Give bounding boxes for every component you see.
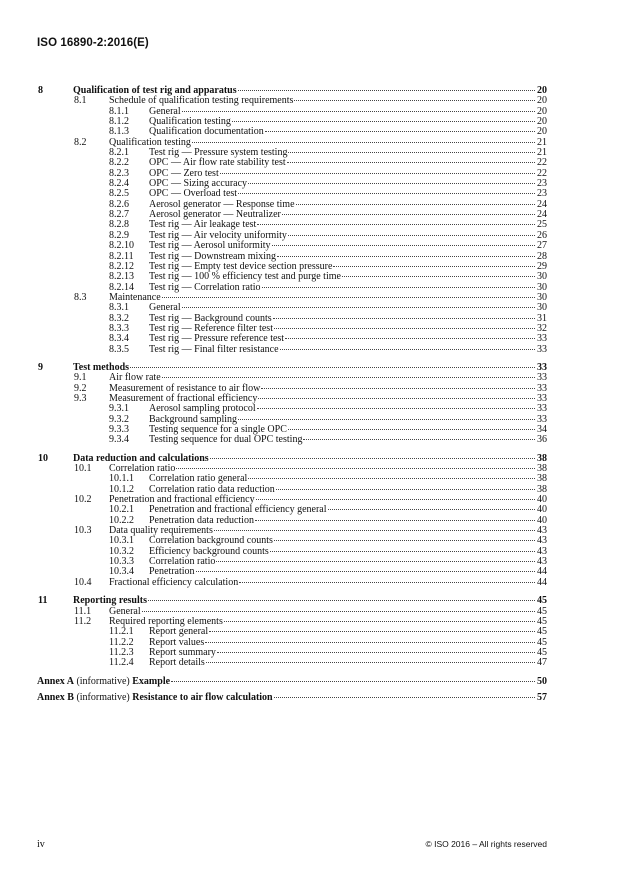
annex-title: Resistance to air flow calculation [132,691,273,703]
toc-clause-entry[interactable] [37,596,547,606]
toc-subsubclause-entry[interactable] [37,345,547,355]
copyright-notice: © ISO 2016 – All rights reserved [425,839,547,849]
toc-annex-title-group [37,693,274,703]
toc-entry-page: 33 [537,333,547,345]
toc-entry-number: 8.1.3 [109,126,129,138]
dot-leader [294,100,535,101]
toc-entry-number: 11.2.1 [109,626,134,638]
toc-entry-number: 8.2.2 [109,157,129,169]
toc-entry-number: 8.3.5 [109,343,129,355]
toc-entry-page: 30 [537,271,547,283]
toc-entry-page: 20 [537,126,547,138]
dot-leader [296,204,535,205]
dot-leader [273,318,535,319]
toc-entry-title-line [149,557,547,567]
toc-entry-number: 8.2.3 [109,167,129,179]
dot-leader [130,367,535,368]
dot-leader [171,681,535,682]
toc-entry-title: Aerosol sampling protocol [149,403,256,415]
toc-entry-number: 8.2.8 [109,219,129,231]
toc-entry-title: Fractional efficiency calculation [109,576,239,588]
toc-entry-title: Required reporting elements [109,615,223,627]
toc-entry-title: Test rig — Reference filter test [149,322,273,334]
toc-entry-page: 38 [537,483,547,495]
toc-entry-page: 26 [537,229,547,241]
toc-entry-page: 33 [537,372,547,384]
toc-entry-page: 28 [537,250,547,262]
dot-leader [274,540,535,541]
dot-leader [206,662,535,663]
toc-entry-title: Measurement of resistance to air flow [109,382,261,394]
toc-entry-page: 23 [537,188,547,200]
toc-entry-page: 20 [537,85,547,96]
toc-entry-page: 33 [537,343,547,355]
toc-entry-number: 8.2.7 [109,209,129,221]
dot-leader [287,162,535,163]
dot-leader [209,631,535,632]
dot-leader [196,571,535,572]
toc-entry-number: 8.3.4 [109,333,129,345]
toc-entry-title: Test methods [73,361,130,373]
toc-entry-number: 9 [38,361,43,373]
toc-entry-number: 8.2.10 [109,240,134,252]
toc-entry-page: 24 [537,209,547,221]
toc-subsubclause-entry[interactable] [37,303,547,313]
toc-entry-title: Report summary [149,646,216,658]
toc-entry-title: Efficiency background counts [149,545,269,557]
toc-entry-page: 45 [537,595,547,607]
toc-entry-page: 22 [537,167,547,179]
toc-entry-title: Test rig — 100 % efficiency test and purge time [149,271,341,283]
toc-entry-title: Data reduction and calculations [73,452,209,464]
toc-subsubclause-entry[interactable] [37,627,547,637]
dot-leader [255,520,535,521]
toc-entry-number: 10.3.4 [109,566,134,578]
dot-leader [238,90,535,91]
toc-entry-title: Reporting results [73,595,147,607]
toc-entry-page: 20 [537,105,547,117]
toc-entry-page: 20 [537,116,547,128]
toc-entry-title: Data quality requirements [109,525,213,537]
toc-entry-title: General [149,105,181,117]
toc-entry-number: 9.3.2 [109,413,129,425]
toc-entry-title: Correlation ratio data reduction [149,483,275,495]
toc-entry-title: Penetration and fractional efficiency general [149,504,327,516]
toc-entry-number: 10.1 [74,463,92,475]
toc-entry-number: 8.2.14 [109,281,134,293]
toc-entry-number: 10.4 [74,576,92,588]
dot-leader [238,193,535,194]
dot-leader [288,152,535,153]
toc-entry-number: 10.2.2 [109,514,134,526]
toc-entry-page: 36 [537,434,547,446]
toc-entry-page: 45 [537,636,547,648]
dot-leader [192,142,535,143]
toc-entry-title-line [149,627,547,637]
toc-entry-title: Test rig — Correlation ratio [149,281,261,293]
toc-entry-number: 8.2.5 [109,188,129,200]
toc-entry-title: Test rig — Pressure reference test [149,333,285,345]
toc-entry-number: 11.2.4 [109,657,134,669]
dot-leader [210,458,535,459]
toc-entry-title: Background sampling [149,413,238,425]
dot-leader [162,297,535,298]
toc-subsubclause-entry[interactable] [37,272,547,282]
annex-label: Annex A [37,675,74,687]
toc-entry-page: 40 [537,514,547,526]
toc-entry-title: Schedule of qualification testing requirements [109,95,294,107]
toc-entry-title: Correlation ratio general [149,473,248,485]
toc-entry-title: General [149,302,181,314]
toc-entry-title: Aerosol generator — Response time [149,198,295,210]
toc-subclause-entry[interactable] [37,578,547,588]
toc-entry-title: Test rig — Air velocity uniformity [149,229,287,241]
toc-entry-title: Penetration data reduction [149,514,254,526]
toc-entry-page: 22 [537,157,547,169]
dot-leader [258,398,535,399]
toc-annex-page: 50 [537,675,547,687]
toc-entry-title-line [149,272,547,282]
toc-entry-number: 10.3.3 [109,556,134,568]
toc-entry-page: 33 [537,403,547,415]
toc-entry-page: 30 [537,302,547,314]
toc-entry-title-line [149,127,547,137]
dot-leader [220,173,535,174]
dot-leader [274,697,535,698]
dot-leader [256,499,535,500]
toc-entry-page: 30 [537,291,547,303]
toc-entry-title: Correlation ratio [109,463,176,475]
toc-entry-page: 29 [537,260,547,272]
toc-entry-number: 11.1 [74,605,92,617]
toc-entry-number: 10.3.1 [109,535,134,547]
toc-entry-title-line [149,658,547,668]
dot-leader [282,214,535,215]
toc-entry-number: 9.3.3 [109,424,129,435]
toc-entry-page: 38 [537,452,547,464]
toc-entry-page: 45 [537,615,547,627]
dot-leader [272,245,535,246]
toc-entry-number: 8.1.2 [109,116,129,128]
toc-entry-title: Test rig — Aerosol uniformity [149,240,271,252]
toc-entry-title: Qualification documentation [149,126,264,138]
toc-entry-number: 10 [38,452,48,464]
dot-leader [142,611,535,612]
dot-leader [224,621,535,622]
toc-entry-number: 8.2.9 [109,229,129,241]
toc-entry-number: 8.3.3 [109,322,129,334]
dot-leader [257,408,535,409]
toc-entry-title: Testing sequence for a single OPC [149,424,287,435]
toc-entry-title: Test rig — Air leakage test [149,219,257,231]
toc-entry-title: Measurement of fractional efficiency [109,392,258,404]
dot-leader [274,328,535,329]
toc-entry-number: 8.3 [74,291,87,303]
toc-entry-number: 10.1.2 [109,483,134,495]
toc-annex-page: 57 [537,691,547,703]
dot-leader [248,183,535,184]
toc-entry-title-line [149,345,547,355]
toc-entry-page: 31 [537,312,547,324]
dot-leader [288,235,535,236]
toc-entry-title: Test rig — Pressure system testing [149,147,288,159]
toc-entry-page: 21 [537,136,547,148]
toc-entry-page: 45 [537,626,547,638]
toc-entry-title: Testing sequence for dual OPC testing [149,434,303,446]
toc-entry-number: 11.2.3 [109,646,134,658]
toc-entry-number: 8.1.1 [109,105,129,117]
toc-entry-page: 33 [537,392,547,404]
toc-subsubclause-entry[interactable] [37,241,547,251]
toc-entry-page: 38 [537,473,547,485]
page-number: iv [37,839,45,850]
dot-leader [248,478,535,479]
annex-type: (informative) [76,691,130,703]
toc-entry-number: 9.3.1 [109,403,129,415]
dot-leader [239,582,535,583]
toc-entry-title-line [149,435,547,445]
toc-entry-page: 30 [537,281,547,293]
toc-entry-number: 8.3.1 [109,302,129,314]
toc-entry-page: 21 [537,147,547,159]
toc-entry-title: Aerosol generator — Neutralizer [149,209,281,221]
dot-leader [217,652,535,653]
toc-annex-title-line [37,693,547,703]
toc-annex-title-group [37,677,171,687]
toc-entry-number: 10.3.2 [109,545,134,557]
toc-entry-title: Qualification testing [109,136,191,148]
dot-leader [162,377,535,378]
toc-entry-title-line [149,648,547,658]
toc-entry-page: 23 [537,178,547,190]
toc-entry-page: 45 [537,646,547,658]
annex-type: (informative) [76,675,130,687]
dot-leader [280,349,535,350]
toc-entry-page: 44 [537,576,547,588]
toc-entry-title: Correlation ratio [149,556,216,568]
toc-entry-number: 8.2.12 [109,260,134,272]
toc-entry-page: 43 [537,556,547,568]
dot-leader [265,131,535,132]
toc-entry-page: 34 [537,424,547,435]
dot-leader [205,642,535,643]
dot-leader [288,429,535,430]
toc-entry-page: 44 [537,566,547,578]
toc-entry-number: 9.2 [74,382,87,394]
table-of-contents [37,86,547,703]
toc-entry-title: Penetration [149,566,195,578]
toc-entry-page: 40 [537,504,547,516]
toc-entry-page: 20 [537,95,547,107]
toc-entry-page: 40 [537,494,547,506]
dot-leader [262,287,536,288]
toc-entry-number: 8.2 [74,136,87,148]
document-id-header: ISO 16890-2:2016(E) [37,37,149,49]
toc-subsubclause-entry[interactable] [37,435,547,445]
toc-entry-page: 33 [537,382,547,394]
toc-entry-number: 11 [38,595,48,607]
toc-entry-title: Test rig — Background counts [149,312,272,324]
dot-leader [285,338,535,339]
toc-entry-page: 33 [537,413,547,425]
toc-entry-number: 10.3 [74,525,92,537]
toc-entry-title: Air flow rate [109,372,161,384]
dot-leader [276,489,535,490]
toc-entry-title: Report general [149,626,209,638]
toc-entry-number: 8.2.13 [109,271,134,283]
toc-entry-title: Qualification of test rig and apparatus [73,85,237,96]
toc-entry-page: 43 [537,545,547,557]
dot-leader [214,530,535,531]
toc-entry-title-line [149,283,547,293]
toc-entry-number: 9.3.4 [109,434,129,446]
toc-entry-title-line [73,596,547,606]
toc-entry-number: 11.2 [74,615,92,627]
toc-entry-number: 11.2.2 [109,636,134,648]
toc-entry-title: Maintenance [109,291,161,303]
toc-entry-title: Qualification testing [149,116,231,128]
toc-entry-number: 8.2.1 [109,147,129,159]
toc-entry-number: 10.2.1 [109,504,134,516]
dot-leader [270,551,535,552]
toc-entry-page: 24 [537,198,547,210]
toc-entry-number: 8.3.2 [109,312,129,324]
toc-entry-page: 25 [537,219,547,231]
toc-entry-page: 27 [537,240,547,252]
dot-leader [216,561,535,562]
annex-title: Example [132,675,171,687]
dot-leader [176,468,535,469]
toc-entry-title: Penetration and fractional efficiency [109,494,255,506]
toc-entry-title: OPC — Air flow rate stability test [149,157,286,169]
toc-entry-title: Correlation background counts [149,535,273,547]
toc-entry-number: 10.2 [74,494,92,506]
toc-subsubclause-entry[interactable] [37,658,547,668]
dot-leader [333,266,535,267]
toc-entry-title: Test rig — Downstream mixing [149,250,277,262]
toc-entry-number: 8 [38,85,43,96]
toc-entry-number: 8.2.11 [109,250,134,262]
toc-annex-entry[interactable] [37,677,547,687]
toc-entry-title: General [109,605,141,617]
toc-entry-page: 47 [537,657,547,669]
toc-entry-title: Report values [149,636,205,648]
toc-annex-entry[interactable] [37,693,547,703]
toc-entry-title: Test rig — Empty test device section pressure [149,260,333,272]
toc-entry-number: 9.1 [74,372,87,384]
dot-leader [257,224,535,225]
toc-entry-title-line [149,303,547,313]
toc-entry-number: 10.1.1 [109,473,134,485]
dot-leader [277,256,535,257]
dot-leader [261,388,535,389]
toc-annex-title-line [37,677,547,687]
toc-entry-page: 33 [537,361,547,373]
toc-entry-page: 43 [537,525,547,537]
toc-entry-page: 38 [537,463,547,475]
toc-entry-title: OPC — Overload test [149,188,238,200]
toc-entry-number: 8.2.6 [109,198,129,210]
toc-entry-title: OPC — Zero test [149,167,219,179]
toc-entry-number: 8.1 [74,95,87,107]
toc-entry-number: 9.3 [74,392,87,404]
dot-leader [238,419,535,420]
dot-leader [182,307,535,308]
dot-leader [232,121,535,122]
toc-entry-number: 8.2.4 [109,178,129,190]
toc-entry-title: Report details [149,657,205,669]
dot-leader [148,600,535,601]
dot-leader [328,509,535,510]
dot-leader [342,276,535,277]
dot-leader [303,439,535,440]
dot-leader [182,111,535,112]
toc-entry-page: 45 [537,605,547,617]
toc-entry-title: OPC — Sizing accuracy [149,178,248,190]
toc-entry-page: 43 [537,535,547,547]
annex-label: Annex B [37,691,74,703]
toc-entry-title: Test rig — Final filter resistance [149,343,279,355]
toc-entry-page: 32 [537,322,547,334]
toc-entry-title-line [149,241,547,251]
toc-entry-title-line [109,578,547,588]
